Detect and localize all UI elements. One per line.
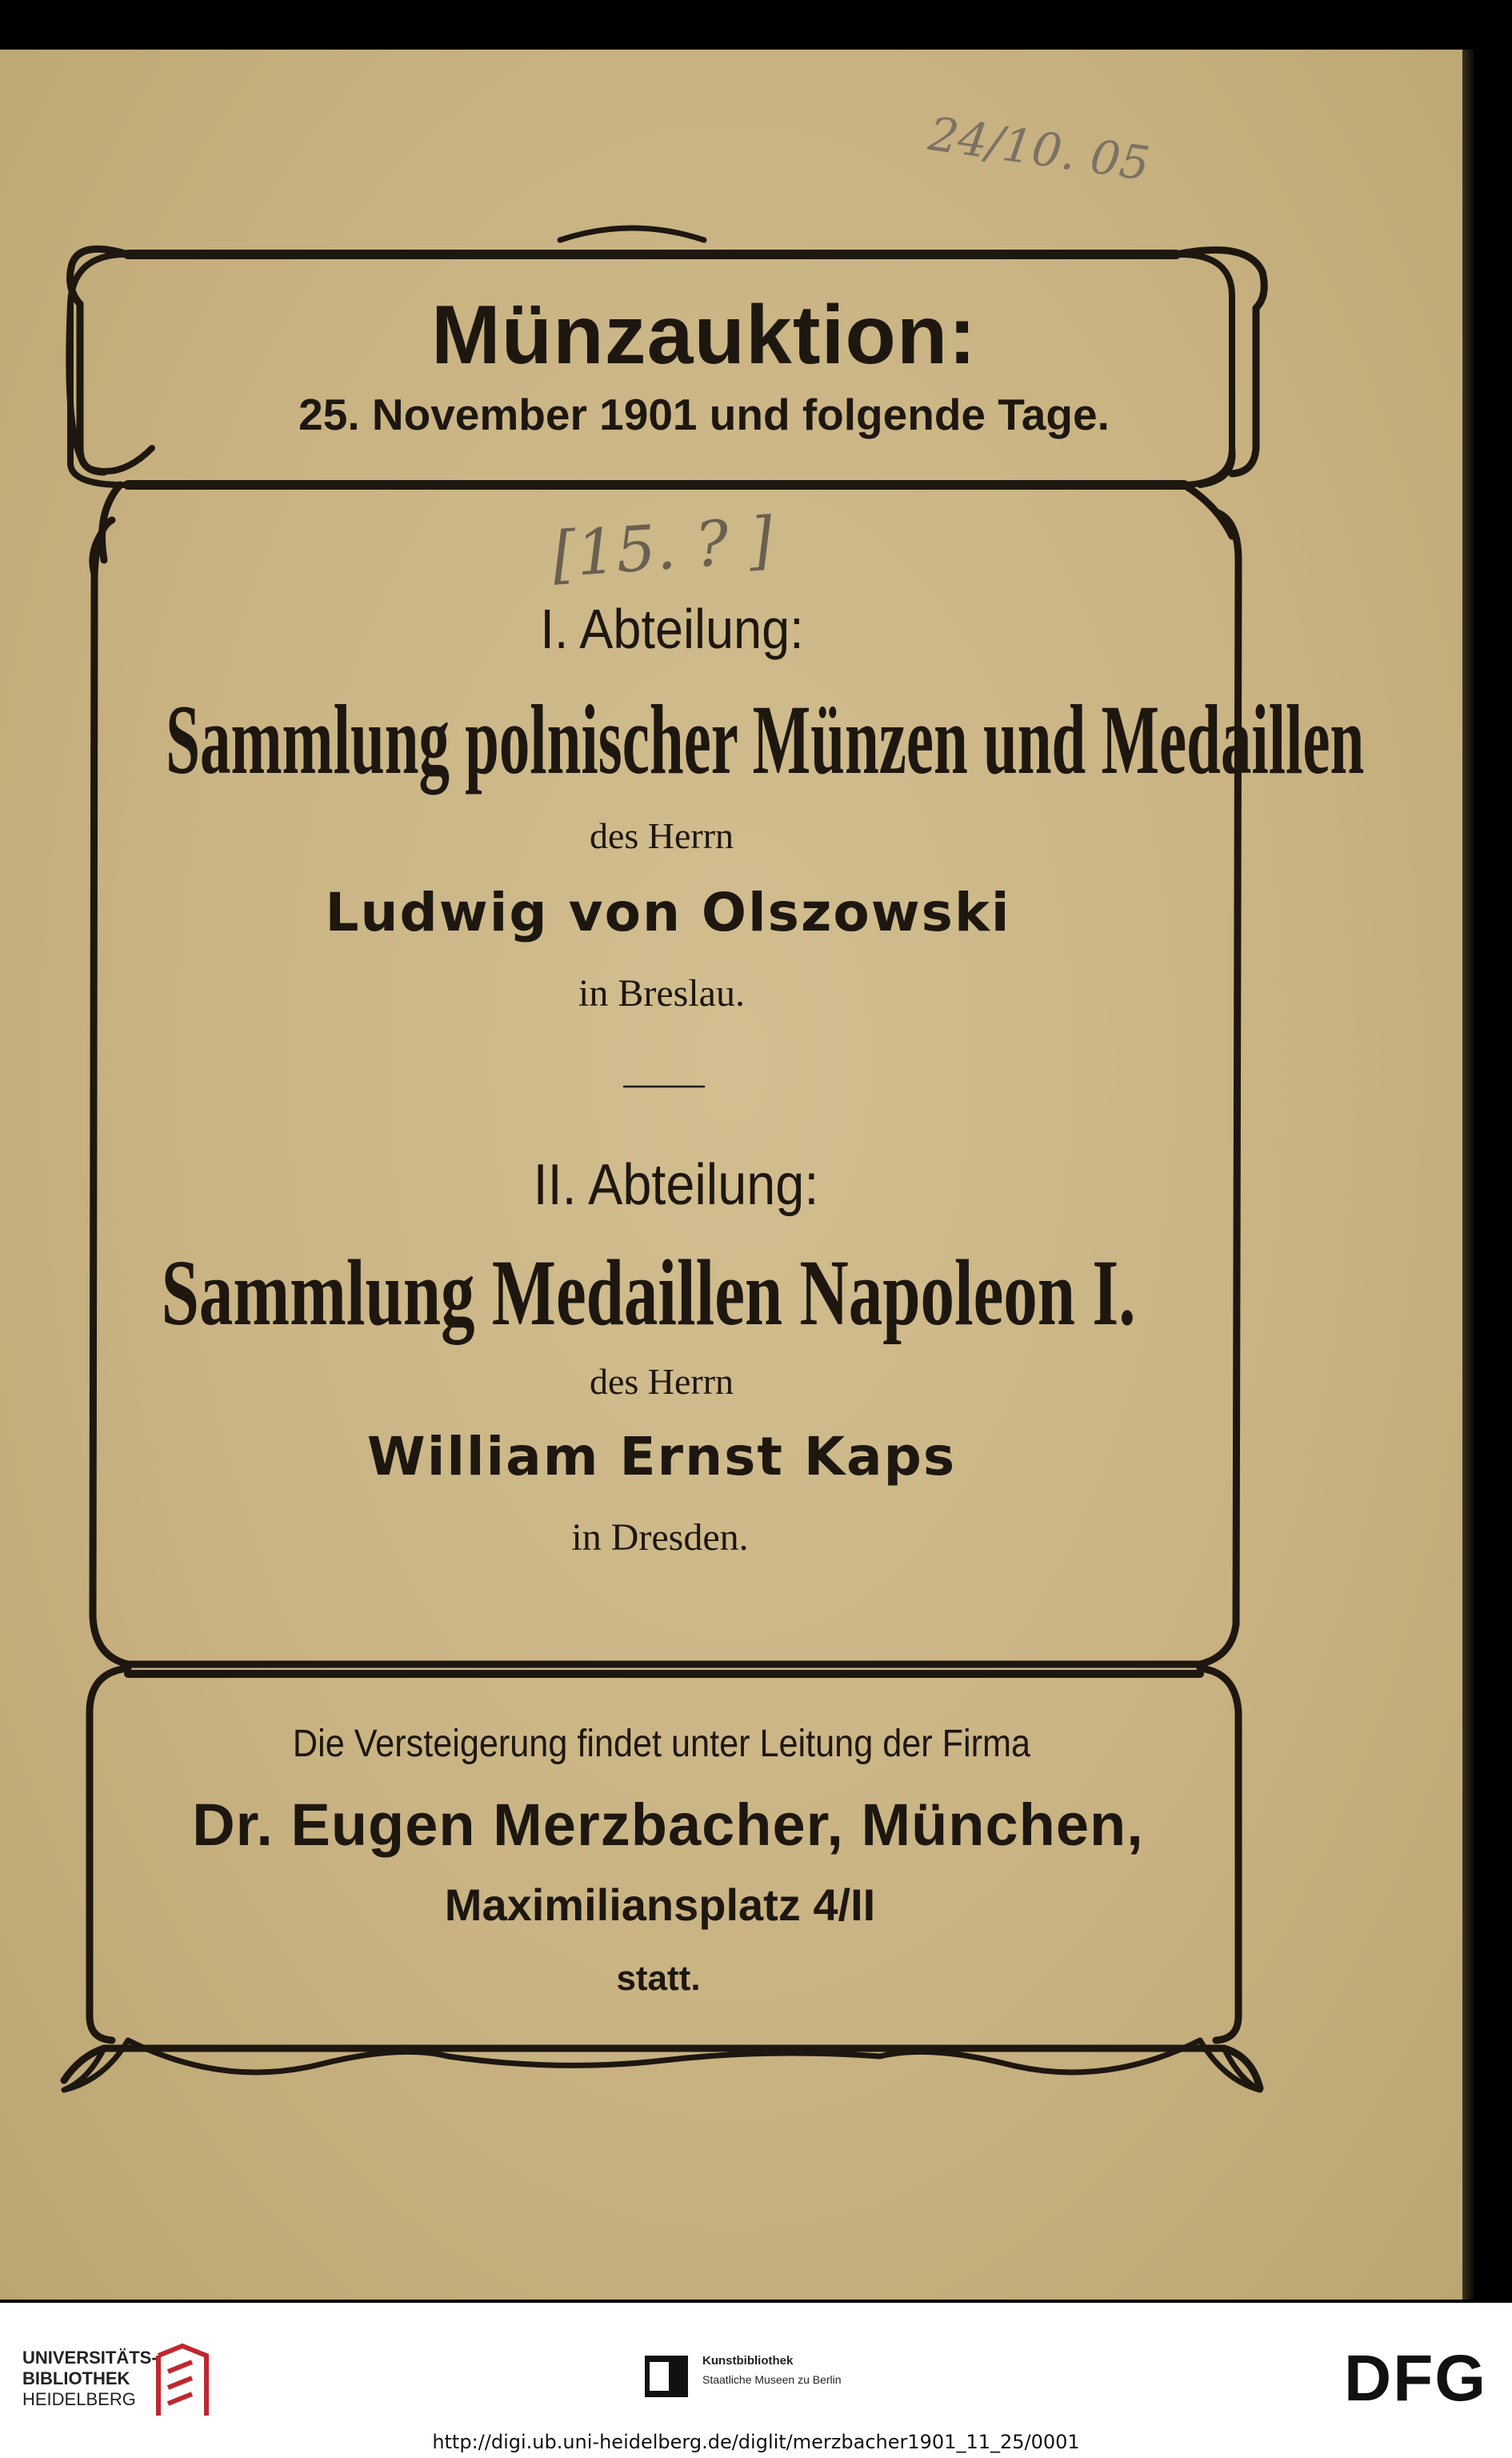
section-2-collection: Sammlung Medaillen Napoleon I. <box>161 1240 1136 1345</box>
kunstbibliothek-subtitle: Staatliche Museen zu Berlin <box>702 2373 842 2386</box>
permalink-url[interactable]: http://digi.ub.uni-heidelberg.de/diglit/merzbacher1901_11_25/0001 <box>432 2431 1080 2453</box>
section-2-heading: II. Abteilung: <box>533 1153 819 1217</box>
section-1-heading: I. Abteilung: <box>540 598 804 660</box>
heidelberg-logo-text-3: HEIDELBERG <box>22 2389 136 2409</box>
heidelberg-logo-icon <box>150 2340 214 2420</box>
section-2-intro: des Herrn <box>589 1361 734 1402</box>
section-1-place: in Breslau. <box>578 972 745 1015</box>
heidelberg-logo-text-2: BIBLIOTHEK <box>22 2368 130 2388</box>
page-title: Münzauktion: <box>430 289 978 382</box>
auction-closing: statt. <box>616 1959 701 1998</box>
section-2-place: in Dresden. <box>571 1516 749 1559</box>
kunstbibliothek-title: Kunstbibliothek <box>702 2354 794 2368</box>
dfg-logo: DFG <box>1344 2342 1488 2415</box>
section-1-collection: Sammlung polnischer Münzen und Medaillen <box>166 685 1365 795</box>
section-1-owner: Ludwig von Olszowski <box>325 882 1011 943</box>
auction-address: Maximiliansplatz 4/II <box>444 1880 876 1930</box>
bottom-scroll-bar <box>64 2048 1260 2088</box>
viewer-footer <box>0 2303 1512 2458</box>
pencil-bracket-note: [15. ? ] <box>550 504 776 592</box>
pencil-shelfmark: 24/10. 05 <box>925 106 1154 192</box>
heidelberg-logo-text-1: UNIVERSITÄTS- <box>22 2348 158 2368</box>
section-2-owner: William Ernst Kaps <box>366 1426 957 1487</box>
auction-firm: Dr. Eugen Merzbacher, München, <box>192 1791 1144 1858</box>
auction-intro-line: Die Versteigerung findet unter Leitung der Firma <box>292 1723 1031 1765</box>
frame-top-arc <box>560 228 704 240</box>
date-line: 25. November 1901 und folgende Tage. <box>298 390 1110 439</box>
section-1-intro: des Herrn <box>589 815 734 856</box>
kunstbibliothek-logo-icon <box>645 2356 688 2397</box>
